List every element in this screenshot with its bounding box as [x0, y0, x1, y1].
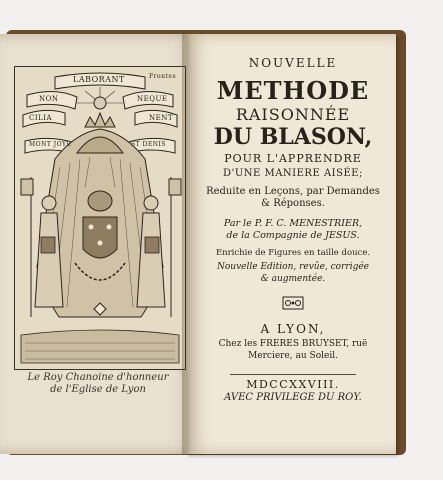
motto-text-right: ST DENIS	[131, 141, 166, 148]
imprint-address: Merciere, au Soleil.	[248, 351, 338, 361]
author-line: Par le P. F. C. MENESTRIER,	[223, 218, 363, 229]
imprint-publisher: Chez les FRERES BRUYSET, ruë	[218, 339, 368, 349]
royal-privilege-line: AVEC PRIVILEGE DU ROY.	[224, 392, 362, 403]
banner-text-frontes: Frontes	[149, 73, 177, 80]
printer-ornament-icon	[282, 296, 304, 310]
banner-text-cilia: CILIA	[29, 114, 53, 122]
engraving-plate	[14, 66, 186, 370]
engraving-caption	[18, 372, 178, 396]
figures-line: Enrichie de Figures en taille douce.	[215, 248, 371, 258]
motto-text-left: MONT JOYE	[29, 141, 72, 148]
caption-line-2: de l'Eglise de Lyon	[50, 384, 146, 395]
title-line-nouvelle: NOUVELLE	[248, 56, 338, 70]
title-line-reduite: Reduite en Leçons, par Demandes	[206, 186, 380, 197]
banner-text-non: NON	[39, 95, 59, 103]
author-affiliation: de la Compagnie de JESUS.	[226, 230, 360, 241]
edition-line: Nouvelle Edition, revûe, corrigée	[217, 262, 369, 272]
title-line-methode: METHODE	[216, 76, 370, 105]
title-line-maniere: D'UNE MANIERE AISÉE;	[223, 168, 363, 179]
imprint-date: MDCCXXVIII.	[246, 378, 340, 391]
banner-text-nent: NENT	[149, 114, 174, 122]
heraldic-engraving	[15, 67, 185, 369]
banner-text-laborant: LABORANT	[73, 75, 125, 84]
imprint-rule	[230, 374, 356, 375]
title-line-reponses: & Réponses.	[261, 198, 325, 209]
title-line-blason: DU BLASON,	[213, 124, 373, 150]
imprint-city: A LYON,	[260, 322, 326, 336]
caption-line-1: Le Roy Chanoine d'honneur	[27, 372, 169, 383]
title-line-raisonnee: RAISONNÉE	[235, 105, 351, 124]
title-line-pour: POUR L'APPRENDRE	[224, 152, 362, 165]
banner-text-neque: NEQUE	[137, 95, 168, 103]
edition-line-2: & augmentée.	[260, 274, 326, 284]
